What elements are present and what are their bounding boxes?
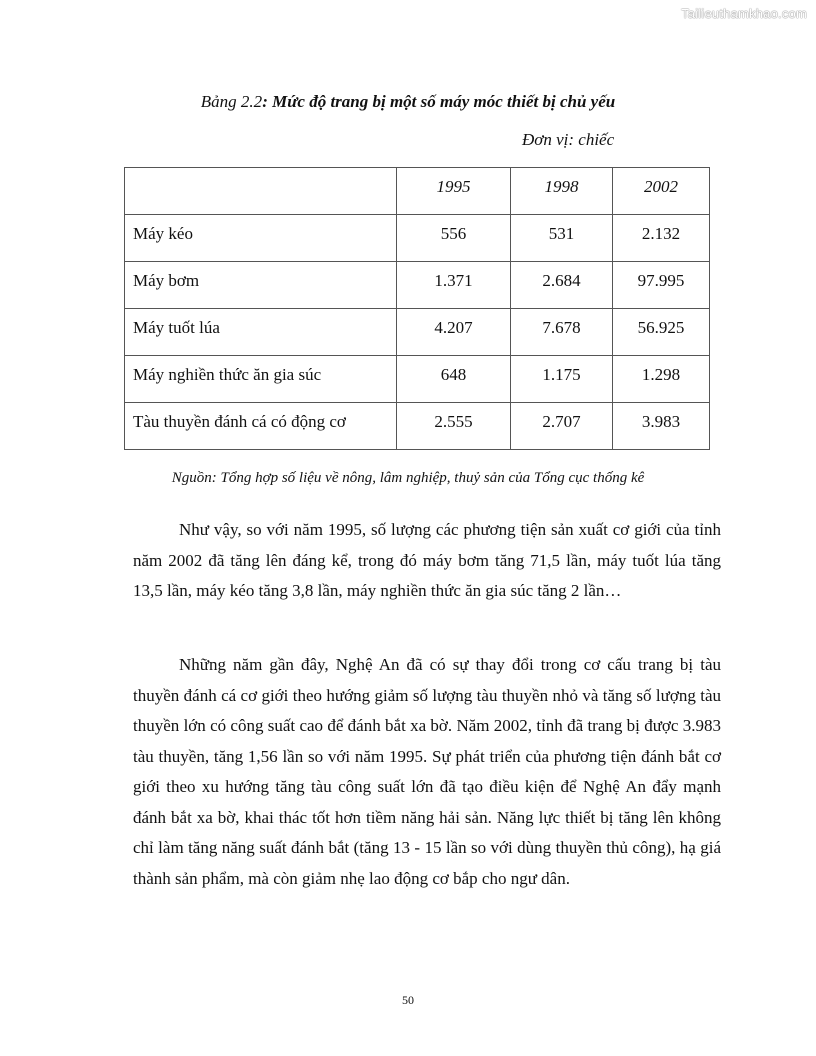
cell-1995: 556: [397, 215, 511, 262]
table-source-note: Nguồn: Tổng hợp số liệu về nông, lâm nghiệp, thuỷ sản của Tổng cục thống kê: [171, 470, 645, 486]
caption-title: : Mức độ trang bị một số máy móc thiết bị chủ yếu: [262, 92, 616, 111]
body-paragraph: Như vậy, so với năm 1995, số lượng các phương tiện sản xuất cơ giới của tỉnh năm 2002 đã tăng lên đáng kể, trong đó máy bơm tăng 71,5 lần, máy tuốt lúa tăng 13,5 lần, máy kéo tăng 3,8 lần, máy nghiền thức ăn gia súc tăng 2 lần…: [133, 520, 721, 600]
cell-2002: 97.995: [613, 262, 710, 309]
cell-2002: 3.983: [613, 403, 710, 450]
header-cell-2002: 2002: [613, 168, 710, 215]
caption-prefix: Bảng 2.2: [200, 92, 263, 111]
cell-1998: 1.175: [511, 356, 613, 403]
row-label: Máy tuốt lúa: [125, 309, 397, 356]
table-row: [125, 403, 710, 450]
watermark: Tailieuthamkhao.com: [681, 6, 807, 21]
body-paragraph: Những năm gần đây, Nghệ An đã có sự thay đổi trong cơ cấu trang bị tàu thuyền đánh cá cơ giới theo hướng giảm số lượng tàu thuyền nhỏ và tăng số lượng tàu thuyền lớn có công suất cao để đánh bắt xa bờ. Năm 2002, tỉnh đã trang bị được 3.983 tàu thuyền, tăng 1,56 lần so với năm 1995. Sự phát triển của phương tiện đánh bắt cơ giới theo xu hướng tăng tàu công suất lớn đã tạo điều kiện để Nghệ An đẩy mạnh đánh bắt xa bờ, khai thác tốt hơn tiềm năng hải sản. Năng lực thiết bị tăng lên không chỉ làm tăng năng suất đánh bắt (tăng 13 - 15 lần so với dùng thuyền thủ công), hạ giá thành sản phẩm, mà còn giảm nhẹ lao động cơ bắp cho ngư dân.: [133, 655, 721, 888]
cell-2002: 56.925: [613, 309, 710, 356]
equipment-table: [124, 167, 710, 450]
table-row: [125, 356, 710, 403]
page-number: 50: [402, 993, 414, 1007]
header-cell-1995: 1995: [397, 168, 511, 215]
header-cell-1998: 1998: [511, 168, 613, 215]
row-label: Máy bơm: [125, 262, 397, 309]
table-header-row: [125, 168, 710, 215]
row-label: Máy kéo: [125, 215, 397, 262]
cell-1995: 648: [397, 356, 511, 403]
cell-1995: 1.371: [397, 262, 511, 309]
cell-1998: 2.707: [511, 403, 613, 450]
table-row: [125, 262, 710, 309]
cell-2002: 1.298: [613, 356, 710, 403]
cell-2002: 2.132: [613, 215, 710, 262]
row-label: Máy nghiền thức ăn gia súc: [125, 356, 397, 403]
cell-1998: 2.684: [511, 262, 613, 309]
cell-1995: 2.555: [397, 403, 511, 450]
cell-1998: 531: [511, 215, 613, 262]
table-row: [125, 215, 710, 262]
cell-1995: 4.207: [397, 309, 511, 356]
header-cell-empty: [125, 168, 397, 215]
table-caption: [0, 92, 816, 112]
unit-note: Đơn vị: chiếc: [522, 130, 615, 149]
table-row: [125, 309, 710, 356]
cell-1998: 7.678: [511, 309, 613, 356]
row-label: Tàu thuyền đánh cá có động cơ: [125, 403, 397, 450]
